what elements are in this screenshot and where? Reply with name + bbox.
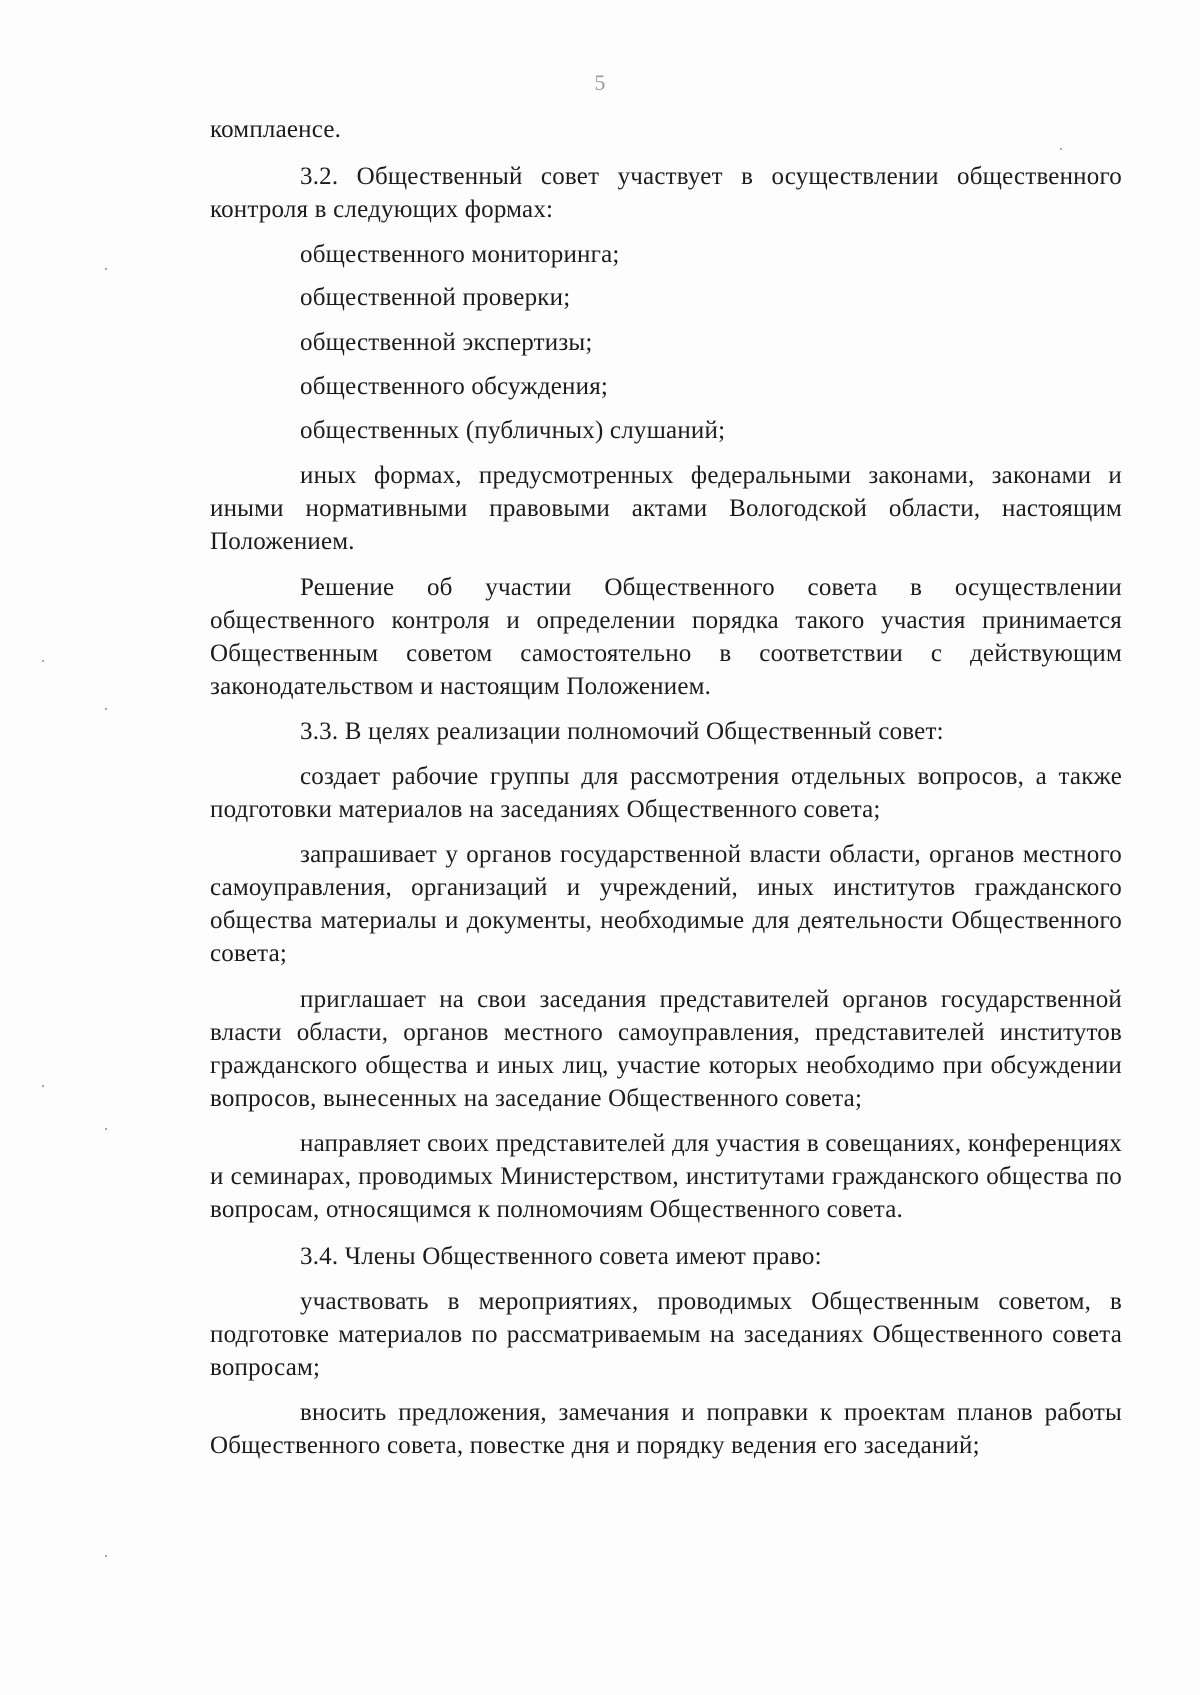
list-item-monitoring: общественного мониторинга; bbox=[300, 241, 620, 268]
list-item-expertise: общественной экспертизы; bbox=[300, 329, 593, 356]
list-item-discussion: общественного обсуждения; bbox=[300, 373, 609, 400]
scan-speck bbox=[42, 660, 44, 662]
document-body bbox=[210, 113, 1122, 1474]
list-item-other-forms: иных формах, предусмотренных федеральными законами, законами и иными нормативными правовыми актами Вологодской области, настоящим Положением. bbox=[210, 462, 1122, 555]
scan-speck bbox=[1060, 148, 1062, 150]
list-item-representatives: направляет своих представителей для участия в совещаниях, конференциях и семинарах, проводимых Министерством, институтами гражданского общества по вопросам, относящимся к полномочиям Общественного совета. bbox=[210, 1130, 1122, 1223]
paragraph-decision: Решение об участии Общественного совета в осуществлении общественного контроля и определении порядка такого участия принимается Общественным советом самостоятельно в соответствии с действующим законодательством и настоящим Положением. bbox=[210, 574, 1122, 700]
paragraph-section-3-2: 3.2. Общественный совет участвует в осуществлении общественного контроля в следующих формах: bbox=[210, 163, 1122, 223]
list-item-requests: запрашивает у органов государственной власти области, органов местного самоуправления, организаций и учреждений, иных институтов гражданского общества материалы и документы, необходимые для деятельности Общественного совета; bbox=[210, 841, 1122, 967]
paragraph-continuation: комплаенсе. bbox=[210, 116, 342, 143]
scan-speck bbox=[42, 1085, 44, 1087]
scan-speck bbox=[105, 268, 107, 270]
scan-speck bbox=[105, 1128, 107, 1130]
list-item-hearings: общественных (публичных) слушаний; bbox=[300, 417, 726, 444]
list-item-inspection: общественной проверки; bbox=[300, 284, 571, 311]
page-number: 5 bbox=[594, 70, 606, 95]
scan-speck bbox=[105, 1555, 107, 1557]
list-item-participation: участвовать в мероприятиях, проводимых Общественным советом, в подготовке материалов по рассматриваемым на заседаниях Общественного совета вопросам; bbox=[210, 1288, 1122, 1381]
list-item-invitations: приглашает на свои заседания представителей органов государственной власти области, органов местного самоуправления, представителей институтов гражданского общества и иных лиц, участие которых необходимо при обсуждении вопросов, вынесенных на заседание Общественного совета; bbox=[210, 986, 1122, 1112]
list-item-proposals: вносить предложения, замечания и поправки к проектам планов работы Общественного совета, повестке дня и порядку ведения его заседаний; bbox=[210, 1399, 1122, 1459]
paragraph-section-3-4: 3.4. Члены Общественного совета имеют право: bbox=[300, 1243, 822, 1270]
scan-speck bbox=[105, 708, 107, 710]
paragraph-section-3-3: 3.3. В целях реализации полномочий Общественный совет: bbox=[300, 718, 944, 745]
list-item-working-groups: создает рабочие группы для рассмотрения отдельных вопросов, а также подготовки материалов на заседаниях Общественного совета; bbox=[210, 763, 1122, 823]
